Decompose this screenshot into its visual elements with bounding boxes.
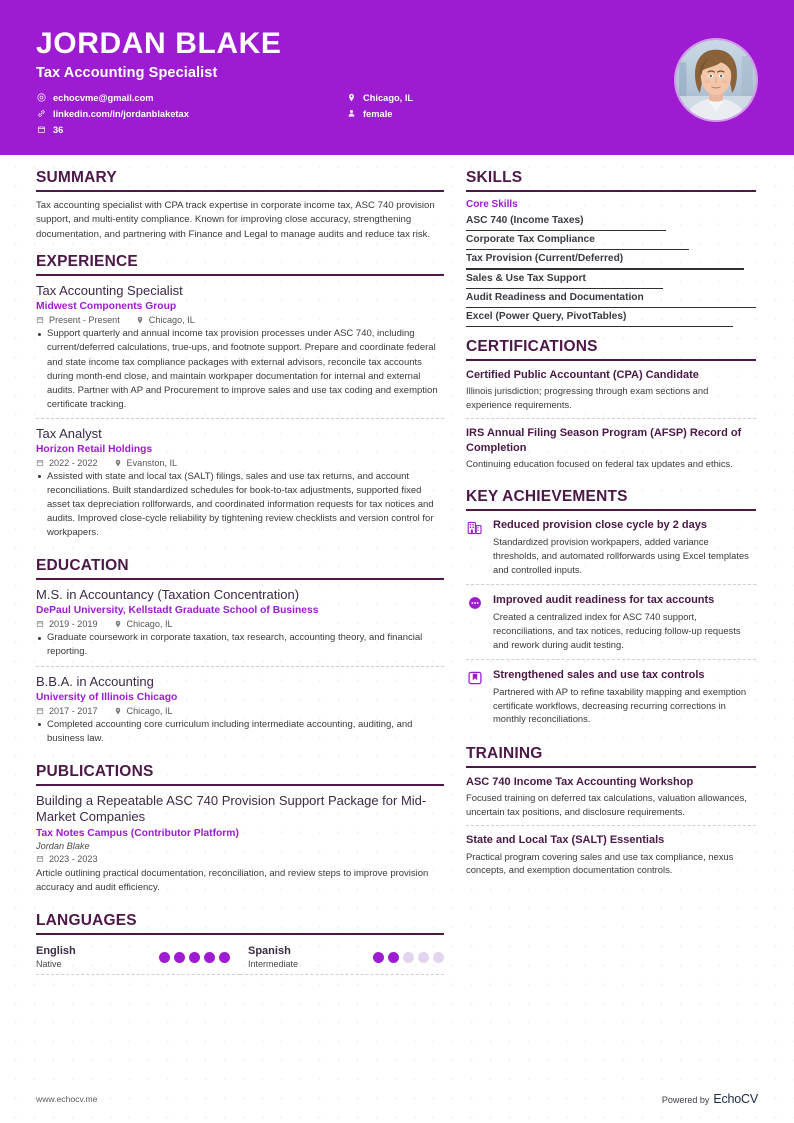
experience-location-text: Evanston, IL	[126, 457, 178, 468]
education-item	[36, 666, 444, 752]
experience-item	[36, 418, 444, 546]
certification-description: Continuing education focused on federal tax updates and ethics.	[466, 457, 733, 469]
person-icon	[346, 109, 356, 119]
footer-website[interactable]: www.echocv.me	[36, 1094, 98, 1104]
page-title: JORDAN BLAKE	[36, 27, 282, 60]
achievement-title: Improved audit readiness for tax accounts	[493, 594, 715, 607]
skills-group-label: Core Skills	[466, 199, 518, 210]
certifications-heading: CERTIFICATIONS	[466, 338, 756, 361]
education-dates-text: 2019 - 2019	[49, 619, 98, 630]
rating-dot	[418, 952, 429, 963]
rating-dot	[388, 952, 399, 963]
education-dates	[36, 619, 98, 629]
education-location-text: Chicago, IL	[126, 705, 173, 716]
summary-text: Tax accounting specialist with CPA track expertise in corporate income tax, ASC 740 provision support, and multi-entity compliance. Known for improving close accuracy, strengthening documentation, and partnering with Finance and Legal to manage audits and reduce tax risk.	[36, 200, 435, 240]
training-title: State and Local Tax (SALT) Essentials	[466, 834, 665, 847]
publication-author: Jordan Blake	[36, 841, 90, 852]
rating-dot	[403, 952, 414, 963]
calendar-icon	[36, 620, 44, 628]
avatar	[674, 38, 758, 122]
training-title: ASC 740 Income Tax Accounting Workshop	[466, 776, 694, 789]
skill-name: Audit Readiness and Documentation	[466, 291, 644, 303]
section-experience	[36, 253, 444, 546]
map-pin-icon	[114, 620, 122, 628]
rating-dot	[219, 952, 230, 963]
rating-dot	[174, 952, 185, 963]
experience-bullets	[36, 327, 444, 411]
resume-body	[0, 155, 794, 986]
certification-title: IRS Annual Filing Season Program (AFSP) Record of Completion	[466, 427, 742, 454]
map-pin-icon	[114, 707, 122, 715]
contact-age-text: 36	[53, 124, 64, 135]
certification-description: Illinois jurisdiction; progressing through exam sections and experience requirements.	[466, 385, 709, 410]
calendar-icon	[36, 855, 44, 863]
experience-org: Midwest Components Group	[36, 301, 177, 313]
avatar-image	[676, 40, 756, 120]
contact-gender	[346, 108, 413, 120]
language-rating-dots	[373, 952, 444, 963]
contact-location	[346, 92, 413, 104]
experience-dates	[36, 458, 98, 468]
publication-source: Tax Notes Campus (Contributor Platform)	[36, 828, 239, 840]
skill-item	[466, 212, 756, 231]
education-meta	[36, 619, 444, 629]
footer-powered-label: Powered by	[661, 1095, 710, 1105]
contact-linkedin-text: linkedin.com/in/jordanblaketax	[53, 108, 189, 119]
building-icon	[466, 519, 484, 537]
skill-name: Tax Provision (Current/Deferred)	[466, 253, 624, 265]
rating-dot	[433, 952, 444, 963]
section-languages	[36, 912, 444, 975]
achievement-description: Created a centralized index for ASC 740 support, reconciliations, and tax notices, reducing follow-up requests and rework during audit testing.	[493, 611, 741, 650]
language-name: Spanish	[248, 944, 291, 957]
skill-name: ASC 740 (Income Taxes)	[466, 215, 584, 226]
map-pin-icon	[114, 459, 122, 467]
education-bullets	[36, 631, 444, 659]
certification-item	[466, 418, 756, 477]
rating-dot	[159, 952, 170, 963]
achievement-title: Strengthened sales and use tax controls	[493, 669, 705, 682]
experience-location	[136, 315, 195, 325]
achievement-body	[493, 593, 756, 651]
contact-age	[36, 124, 346, 136]
languages-heading: LANGUAGES	[36, 912, 444, 935]
education-meta	[36, 706, 444, 716]
calendar-icon	[36, 125, 46, 135]
training-description: Practical program covering sales and use tax compliance, nexus concepts, and exemption documentation controls.	[466, 850, 734, 876]
publication-title: Building a Repeatable ASC 740 Provision Support Package for Mid-Market Companies	[36, 792, 427, 825]
experience-dates	[36, 315, 120, 325]
contact-location-text: Chicago, IL	[363, 92, 414, 103]
language-name: English	[36, 944, 76, 957]
skill-item	[466, 250, 756, 269]
section-skills	[466, 169, 756, 327]
language-item	[36, 942, 240, 975]
publication-item	[36, 793, 444, 901]
experience-meta	[36, 315, 444, 325]
experience-bullet: Support quarterly and annual income tax provision processes under ASC 740, including current/deferred calculations, true-ups, and footnote support. Prepare and coordinate federal and state income tax compliance packages with external advisors, reconcile tax accounts during month-end close, and maintain workpaper documentation for internal and external audits. Partner with AP and Procurement to improve sales and use tax coding and exemption certificate tracking.	[36, 327, 444, 411]
training-description: Focused training on deferred tax calculations, valuation allowances, uncertain tax positions, and disclosure requirements.	[466, 792, 747, 817]
contact-column-right	[346, 92, 413, 136]
education-degree: B.B.A. in Accounting	[36, 673, 154, 689]
certification-title: Certified Public Accountant (CPA) Candidate	[466, 369, 699, 382]
contact-details	[36, 92, 536, 136]
section-certifications	[466, 338, 756, 477]
skill-name: Sales & Use Tax Support	[466, 272, 586, 284]
education-item	[36, 587, 444, 665]
contact-column-left	[36, 92, 346, 136]
publication-description: Article outlining practical documentation, reconciliation, and review steps to improve provision accuracy and audit efficiency.	[36, 868, 429, 894]
map-pin-icon	[346, 93, 356, 103]
skill-name: Corporate Tax Compliance	[466, 234, 595, 246]
education-school: DePaul University, Kellstadt Graduate School of Business	[36, 605, 319, 617]
skill-item	[466, 231, 756, 250]
education-location	[114, 706, 173, 716]
language-level: Native	[36, 959, 62, 970]
achievement-description: Standardized provision workpapers, added variance thresholds, and automated rollforwards using Excel templates and controlled inputs.	[493, 536, 749, 575]
training-heading: TRAINING	[466, 745, 756, 768]
education-bullets	[36, 718, 444, 746]
experience-role: Tax Analyst	[36, 425, 102, 441]
section-achievements	[466, 488, 756, 734]
rating-dot	[204, 952, 215, 963]
language-info	[248, 945, 298, 969]
experience-bullets	[36, 470, 444, 540]
footer-brand: EchoCV	[713, 1092, 758, 1106]
calendar-icon	[36, 316, 44, 324]
education-dates	[36, 706, 98, 716]
achievement-body	[493, 668, 756, 726]
section-publications	[36, 763, 444, 901]
achievement-item	[466, 518, 756, 584]
experience-org: Horizon Retail Holdings	[36, 443, 153, 455]
rating-dot	[189, 952, 200, 963]
language-info	[36, 945, 76, 969]
achievement-body	[493, 518, 756, 576]
achievement-title: Reduced provision close cycle by 2 days	[493, 519, 707, 532]
map-pin-icon	[136, 316, 144, 324]
experience-dates-text: 2022 - 2022	[49, 457, 98, 468]
education-bullet: Graduate coursework in corporate taxation, tax research, accounting theory, and financial reporting.	[36, 631, 444, 659]
section-summary	[36, 169, 444, 242]
education-location	[114, 619, 173, 629]
experience-dates-text: Present - Present	[49, 315, 120, 326]
page-footer	[0, 1075, 794, 1123]
contact-email-text: echocvme@gmail.com	[53, 92, 154, 103]
publications-heading: PUBLICATIONS	[36, 763, 444, 786]
skill-level-bar	[466, 326, 733, 327]
left-column	[36, 169, 444, 986]
contact-gender-text: female	[363, 108, 393, 119]
training-item	[466, 775, 756, 825]
training-item	[466, 825, 756, 883]
language-level: Intermediate	[248, 959, 299, 970]
publication-meta	[36, 854, 444, 864]
education-school: University of Illinois Chicago	[36, 691, 178, 703]
contact-email[interactable]	[36, 92, 346, 104]
experience-item	[36, 283, 444, 418]
right-column	[466, 169, 756, 986]
skill-name: Excel (Power Query, PivotTables)	[466, 310, 627, 322]
skill-item	[466, 270, 756, 289]
bookmark-icon	[466, 669, 484, 687]
achievements-heading: KEY ACHIEVEMENTS	[466, 488, 756, 511]
calendar-icon	[36, 459, 44, 467]
education-bullet: Completed accounting core curriculum including intermediate accounting, auditing, and business law.	[36, 718, 444, 746]
contact-linkedin[interactable]	[36, 108, 346, 120]
at-icon	[36, 93, 46, 103]
languages-list	[36, 942, 444, 975]
job-title: Tax Accounting Specialist	[36, 64, 218, 81]
calendar-icon	[36, 707, 44, 715]
ellipsis-circle-icon	[466, 594, 484, 612]
language-item	[240, 942, 444, 975]
publication-dates	[36, 854, 98, 864]
experience-location	[114, 458, 178, 468]
section-training	[466, 745, 756, 884]
language-rating-dots	[159, 952, 230, 963]
education-location-text: Chicago, IL	[126, 619, 173, 630]
footer-powered-by	[662, 1092, 758, 1106]
education-degree: M.S. in Accountancy (Taxation Concentration)	[36, 587, 300, 603]
experience-meta	[36, 458, 444, 468]
skill-item	[466, 308, 756, 327]
skills-heading: SKILLS	[466, 169, 756, 192]
experience-heading: EXPERIENCE	[36, 253, 444, 276]
experience-location-text: Chicago, IL	[148, 315, 195, 326]
rating-dot	[373, 952, 384, 963]
experience-bullet: Assisted with state and local tax (SALT) filings, sales and use tax returns, and account reconciliations. Built standardized schedules for book-to-tax adjustments, supported fixed asset tax depreciation rollforwards, and coordinated information requests for tax notices and audits. Improved close-cycle reliability by tightening review checklists and version control for workpapers.	[36, 470, 444, 540]
education-heading: EDUCATION	[36, 557, 444, 580]
achievement-item	[466, 584, 756, 659]
link-icon	[36, 109, 46, 119]
publication-dates-text: 2023 - 2023	[49, 854, 98, 865]
skill-item	[466, 289, 756, 308]
summary-heading: SUMMARY	[36, 169, 444, 192]
experience-role: Tax Accounting Specialist	[36, 283, 183, 299]
section-education	[36, 557, 444, 752]
achievement-item	[466, 659, 756, 734]
certification-item	[466, 368, 756, 418]
resume-header	[0, 0, 794, 155]
education-dates-text: 2017 - 2017	[49, 705, 98, 716]
achievement-description: Partnered with AP to refine taxability mapping and exemption certificate workflows, decreasing recurring corrections in monthly reconciliations.	[493, 686, 747, 725]
